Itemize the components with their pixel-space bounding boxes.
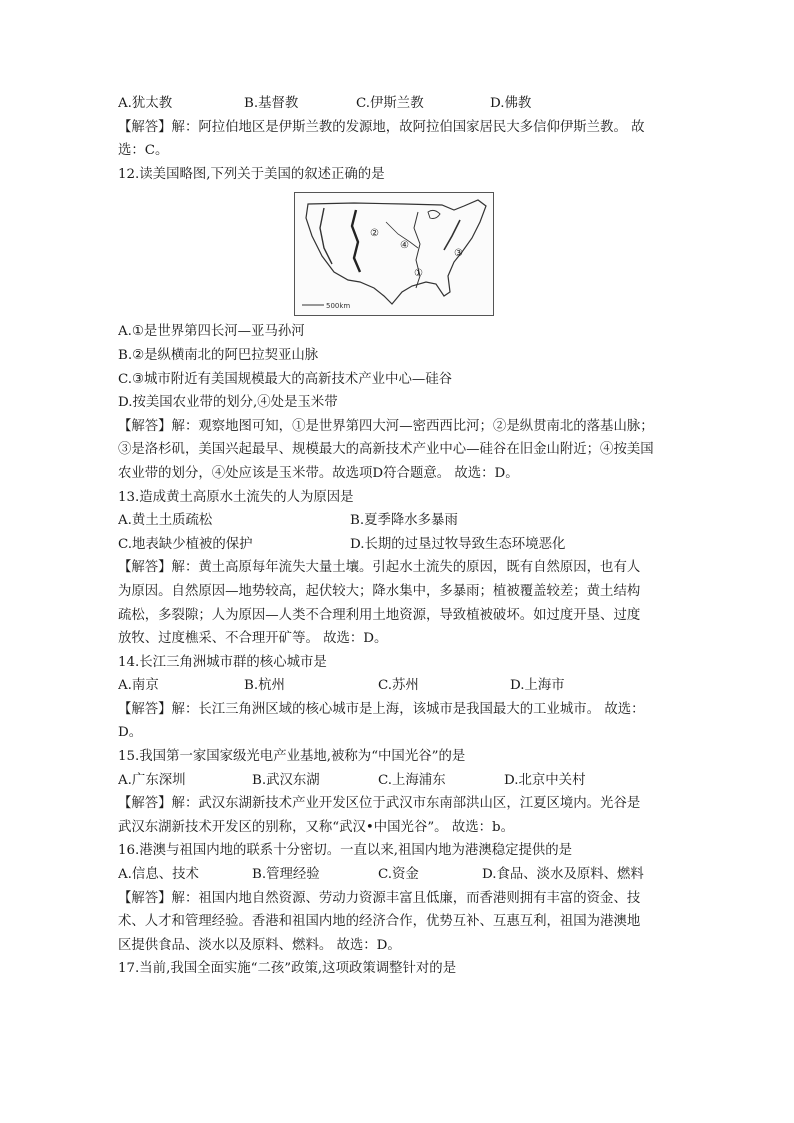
q13-options-row2 [118, 533, 678, 557]
map-scale-label: 500km [326, 302, 351, 311]
q14-answer-line: D。 [118, 725, 143, 741]
map-label-3: ③ [454, 248, 463, 260]
q15-options [118, 769, 678, 793]
q13-answer-line: 放牧、过度樵采、不合理开矿等。 故选：D。 [118, 631, 388, 647]
option-d: D.食品、淡水及原料、燃料 [482, 867, 644, 883]
option-d: D.长期的过垦过牧导致生态环境恶化 [350, 536, 566, 552]
map-frame [295, 193, 494, 316]
q12-answer-line: 农业带的划分，④处应该是玉米带。故选项D符合题意。 故选：D。 [118, 465, 519, 481]
q12-stem: 12.读美国略图,下列关于美国的叙述正确的是 [118, 166, 385, 182]
option-c: C.苏州 [378, 678, 419, 694]
q14-options [118, 674, 678, 698]
option-d: D.上海市 [510, 678, 565, 694]
q12-option-a: A.①是世界第四长河—亚马孙河 [118, 324, 305, 340]
q12-figure [118, 186, 678, 320]
option-b: B.杭州 [244, 678, 285, 694]
q15-answer-line: 武汉东湖新技术开发区的别称，又称“武汉•中国光谷”。 故选：b。 [118, 819, 514, 835]
map-label-4: ④ [400, 240, 409, 252]
q11-answer-line: 选：C。 [118, 143, 169, 159]
document-page [118, 92, 678, 981]
option-c: C.上海浦东 [378, 772, 446, 788]
option-c: C.地表缺少植被的保护 [118, 536, 253, 552]
q12-option-c: C.③城市附近有美国规模最大的高新技术产业中心—硅谷 [118, 371, 453, 387]
option-b: B.管理经验 [252, 867, 320, 883]
option-c: C.资金 [378, 867, 419, 883]
option-d: D.北京中关村 [504, 772, 586, 788]
q12-option-d: D.按美国农业带的划分,④处是玉米带 [118, 395, 338, 411]
option-b: B.基督教 [244, 96, 299, 111]
q14-stem: 14.长江三角洲城市群的核心城市是 [118, 654, 327, 670]
map-label-2: ② [370, 228, 379, 240]
option-a: A.黄土土质疏松 [118, 513, 213, 529]
q13-answer-line: 【解答】解：黄土高原每年流失大量土壤。引起水土流失的原因，既有自然原因，也有人 [118, 560, 641, 576]
q11-answer-line: 【解答】解：阿拉伯地区是伊斯兰教的发源地，故阿拉伯国家居民大多信仰伊斯兰教。 故 [118, 119, 645, 135]
option-b: B.夏季降水多暴雨 [350, 513, 458, 529]
q16-answer-line: 【解答】解：祖国内地自然资源、劳动力资源丰富且低廉，而香港则拥有丰富的资金、技 [118, 890, 641, 906]
q16-answer-line: 术、人才和管理经验。香港和祖国内地的经济合作，优势互补、互惠互利，祖国为港澳地 [118, 914, 641, 930]
q16-options [118, 863, 678, 887]
option-a: A.广东深圳 [118, 772, 186, 788]
q17-stem: 17.当前,我国全面实施“二孩”政策,这项政策调整针对的是 [118, 961, 457, 977]
q16-stem: 16.港澳与祖国内地的联系十分密切。一直以来,祖国内地为港澳稳定提供的是 [118, 843, 573, 859]
q14-answer-line: 【解答】解：长江三角洲区域的核心城市是上海，该城市是我国最大的工业城市。 故选： [118, 701, 645, 717]
q13-options-row1 [118, 509, 678, 533]
option-b: B.武汉东湖 [252, 772, 320, 788]
option-c: C.伊斯兰教 [356, 96, 424, 111]
q12-answer-line: 【解答】解：观察地图可知，①是世界第四大河—密西西比河；②是纵贯南北的落基山脉； [118, 418, 654, 434]
option-d: D.佛教 [490, 96, 532, 111]
q12-answer-line: ③是洛杉矶，美国兴起最早、规模最大的高新技术产业中心—硅谷在旧金山附近；④按美国 [118, 442, 654, 458]
usa-map-figure [294, 192, 494, 316]
q11-options [118, 92, 678, 116]
q16-answer-line: 区提供食品、淡水以及原料、燃料。 故选：D。 [118, 937, 401, 953]
map-label-1: ① [414, 268, 423, 280]
option-a: A.南京 [118, 678, 159, 694]
q13-answer-line: 疏松，多裂隙；人为原因—人类不合理利用土地资源，导致植被破坏。如过度开垦、过度 [118, 607, 641, 623]
q13-answer-line: 为原因。自然原因—地势较高，起伏较大；降水集中，多暴雨；植被覆盖较差；黄土结构 [118, 583, 641, 599]
q13-stem: 13.造成黄土高原水土流失的人为原因是 [118, 489, 354, 505]
option-a: A.犹太教 [118, 96, 173, 111]
q15-stem: 15.我国第一家国家级光电产业基地,被称为“中国光谷”的是 [118, 749, 466, 765]
q12-option-b: B.②是纵横南北的阿巴拉契亚山脉 [118, 347, 319, 363]
option-a: A.信息、技术 [118, 867, 199, 883]
q15-answer-line: 【解答】解：武汉东湖新技术产业开发区位于武汉市东南部洪山区，江夏区境内。光谷是 [118, 796, 641, 812]
